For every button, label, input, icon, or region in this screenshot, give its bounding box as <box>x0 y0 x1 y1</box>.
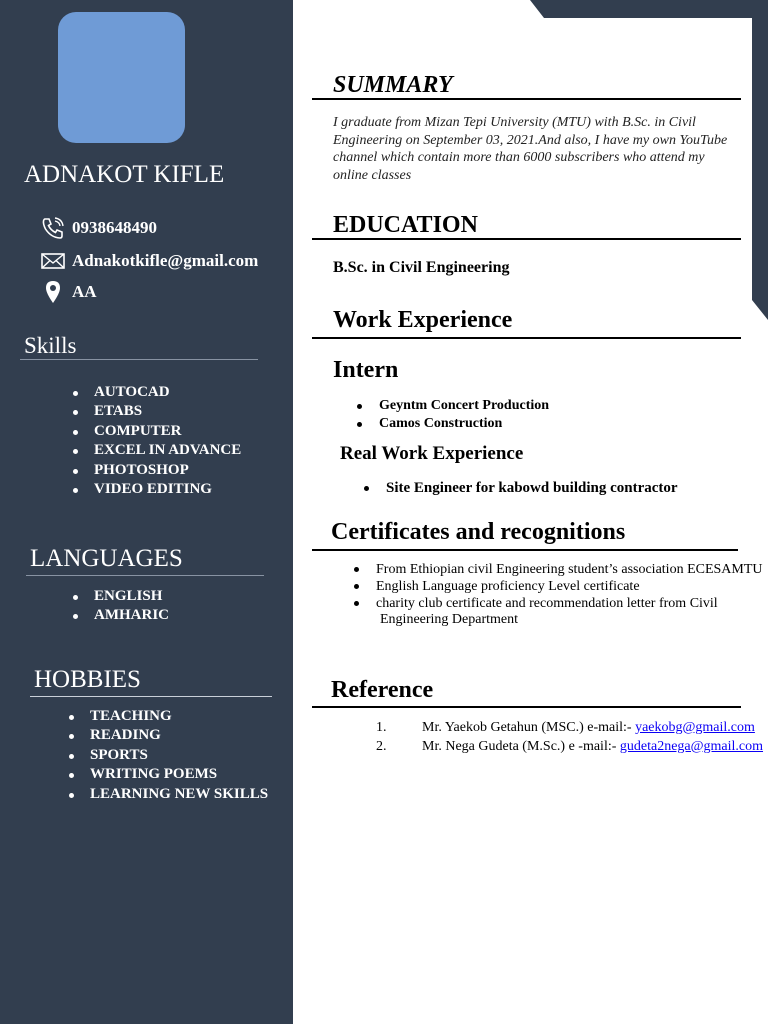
education-divider <box>312 238 741 240</box>
certificate-item: charity club certificate and recommendation letter from Civil <box>376 595 763 612</box>
contact-phone <box>40 215 157 241</box>
hobbies-heading: HOBBIES <box>34 666 141 693</box>
profile-photo-placeholder <box>58 12 185 143</box>
hobby-item: SPORTS <box>90 746 268 765</box>
envelope-icon <box>40 249 66 273</box>
work-experience-heading: Work Experience <box>333 307 513 333</box>
real-work-heading: Real Work Experience <box>340 443 524 464</box>
hobbies-divider <box>30 696 272 697</box>
phone-icon <box>40 216 66 240</box>
summary-divider <box>312 98 741 100</box>
language-item: AMHARIC <box>94 606 169 625</box>
certificates-list <box>376 561 763 612</box>
reference-number: 2. <box>376 738 387 754</box>
reference-number: 1. <box>376 720 387 735</box>
certificates-divider <box>312 549 738 551</box>
hobbies-list <box>90 707 268 804</box>
certificate-item: English Language proficiency Level certificate <box>376 578 763 595</box>
person-name: ADNAKOT KIFLE <box>24 161 225 188</box>
reference-name: Mr. Nega Gudeta (M.Sc.) e -mail:- <box>422 738 620 754</box>
languages-divider <box>26 575 264 576</box>
reference-email-link[interactable]: yaekobg@gmail.com <box>635 720 755 735</box>
certificates-heading: Certificates and recognitions <box>331 519 626 545</box>
skill-item: PHOTOSHOP <box>94 461 241 480</box>
contact-email <box>40 248 258 274</box>
real-work-list <box>386 479 678 497</box>
phone-number: 0938648490 <box>72 218 157 237</box>
intern-heading: Intern <box>333 357 399 383</box>
reference-text <box>422 719 755 738</box>
skill-item: VIDEO EDITING <box>94 480 241 499</box>
skills-heading: Skills <box>24 333 77 358</box>
location-text: AA <box>72 282 97 301</box>
location-pin-icon <box>40 280 66 304</box>
skill-item: AUTOCAD <box>94 383 241 402</box>
reference-email-link[interactable]: gudeta2nega@gmail.com <box>619 738 764 754</box>
reference-heading: Reference <box>331 677 434 703</box>
contact-location <box>40 279 97 305</box>
email-address: Adnakotkifle@gmail.com <box>72 251 259 270</box>
sidebar <box>0 0 293 1024</box>
intern-item: Geyntm Concert Production <box>379 398 550 413</box>
reference-text <box>422 738 763 757</box>
reference-item <box>376 719 766 738</box>
languages-list <box>94 587 169 626</box>
skill-item: EXCEL IN ADVANCE <box>94 441 241 460</box>
skill-item: ETABS <box>94 402 241 421</box>
certificate-item-continuation: Engineering Department <box>380 612 519 627</box>
skill-item: COMPUTER <box>94 422 241 441</box>
skills-list <box>94 383 241 499</box>
skills-divider <box>20 359 258 360</box>
summary-heading: SUMMARY <box>333 72 453 98</box>
work-experience-divider <box>312 337 741 339</box>
intern-item: Camos Construction <box>379 415 549 433</box>
hobby-item: WRITING POEMS <box>90 765 268 784</box>
hobby-item: TEACHING <box>90 707 268 726</box>
hobby-item: LEARNING NEW SKILLS <box>90 785 268 804</box>
education-degree: B.Sc. in Civil Engineering <box>333 259 510 276</box>
real-work-item: Site Engineer for kabowd building contractor <box>386 480 678 496</box>
languages-heading: LANGUAGES <box>30 545 183 572</box>
reference-item <box>376 738 766 757</box>
hobby-item: READING <box>90 726 268 745</box>
intern-list <box>379 397 549 432</box>
reference-name: Mr. Yaekob Getahun (MSC.) e-mail:- <box>422 720 636 735</box>
reference-list <box>376 719 766 756</box>
language-item: ENGLISH <box>94 587 169 606</box>
education-heading: EDUCATION <box>333 212 478 238</box>
summary-text: I graduate from Mizan Tepi University (MTU) with B.Sc. in Civil Engineering on September 03, 2021.And also, I have my own YouTube channel which contain more than 6000 subscribers who attend my online classes <box>333 115 728 183</box>
certificate-item: From Ethiopian civil Engineering student’s association ECESAMTU <box>376 562 763 577</box>
reference-divider <box>312 706 741 708</box>
